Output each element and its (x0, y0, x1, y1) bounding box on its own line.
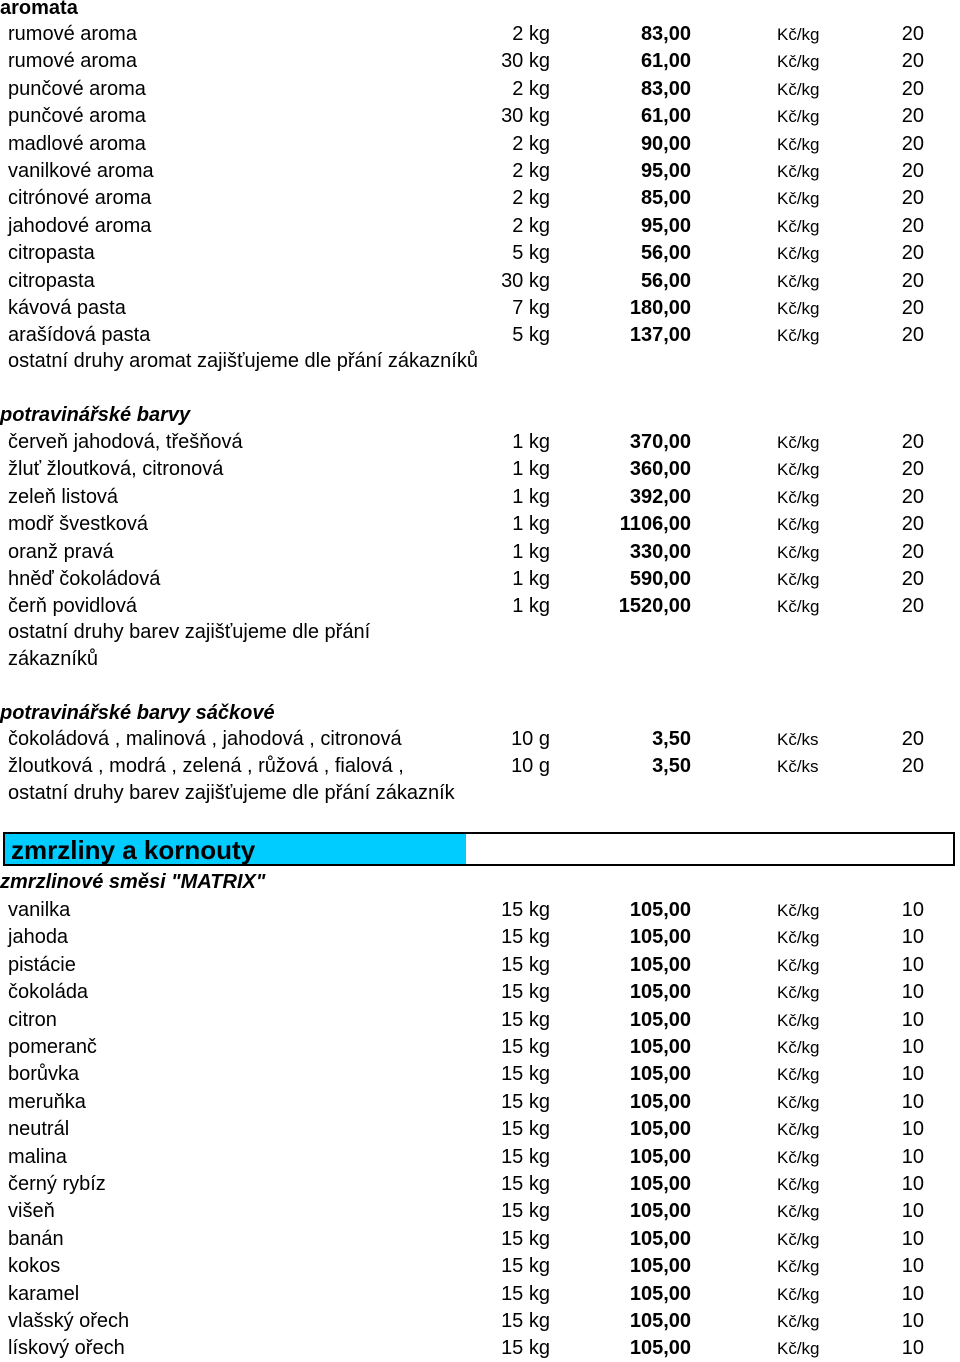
item-price: 105,00 (629, 953, 691, 976)
item-quantity: 1 kg (512, 431, 550, 453)
item-price: 105,00 (629, 1282, 691, 1305)
item-name: vlašský ořech (8, 1310, 130, 1332)
item-quantity: 2 kg (512, 77, 550, 100)
item-price: 392,00 (629, 485, 691, 508)
aromata-note: ostatní druhy aromat zajišťujeme dle přání zákazníků (8, 350, 478, 372)
item-price: 105,00 (629, 1036, 691, 1058)
item-price: 83,00 (640, 77, 691, 100)
item-vat: 10 (901, 1063, 924, 1086)
item-name: vanilka (8, 899, 71, 921)
table-row (0, 213, 960, 240)
item-vat: 10 (901, 1282, 924, 1305)
table-row (0, 1007, 960, 1034)
sackove-note: ostatní druhy barev zajišťujeme dle přání zákazník (8, 782, 455, 804)
item-name: lískový ořech (8, 1337, 125, 1360)
item-name: borůvka (8, 1063, 80, 1086)
item-price: 180,00 (629, 297, 691, 319)
item-quantity: 15 kg (501, 926, 550, 949)
item-unit: Kč/kg (777, 1038, 820, 1057)
table-row (0, 1116, 960, 1143)
item-price: 360,00 (629, 458, 691, 481)
item-price: 3,50 (652, 755, 691, 777)
item-price: 105,00 (629, 1255, 691, 1278)
item-quantity: 1 kg (512, 540, 550, 563)
item-vat: 10 (901, 1227, 924, 1250)
item-unit: Kč/kg (777, 1312, 820, 1331)
item-quantity: 10 g (511, 728, 550, 750)
item-unit: Kč/kg (777, 1092, 820, 1112)
item-name: neutrál (8, 1118, 70, 1141)
item-vat: 20 (901, 23, 924, 45)
item-unit: Kč/kg (777, 542, 820, 562)
table-row (0, 268, 960, 295)
item-price: 83,00 (640, 23, 691, 45)
item-price: 105,00 (629, 981, 691, 1004)
table-row (0, 1144, 960, 1171)
table-row (0, 1171, 960, 1198)
item-unit: Kč/kg (777, 299, 820, 318)
item-quantity: 15 kg (501, 1063, 550, 1086)
item-quantity: 1 kg (512, 485, 550, 508)
item-unit: Kč/kg (777, 901, 820, 920)
item-price: 85,00 (640, 187, 691, 210)
item-quantity: 5 kg (512, 324, 550, 347)
item-name: žluť žloutková, citronová (8, 458, 224, 481)
item-unit: Kč/kg (777, 1175, 820, 1194)
table-row (0, 566, 960, 593)
table-row (0, 76, 960, 103)
item-name: citropasta (8, 269, 95, 292)
item-quantity: 5 kg (512, 242, 550, 265)
item-unit: Kč/kg (777, 189, 820, 209)
table-row (0, 1226, 960, 1253)
item-price: 105,00 (629, 1090, 691, 1113)
item-name: rumové aroma (8, 23, 137, 45)
item-quantity: 15 kg (501, 1227, 550, 1250)
item-name: oranž pravá (8, 540, 114, 563)
item-price: 105,00 (629, 926, 691, 949)
item-name: zeleň listová (8, 485, 119, 508)
item-quantity: 15 kg (501, 953, 550, 976)
item-vat: 20 (901, 431, 924, 453)
item-price: 105,00 (629, 899, 691, 921)
table-row (0, 456, 960, 483)
table-row (0, 924, 960, 951)
item-unit: Kč/kg (777, 570, 820, 589)
item-name: čokoláda (8, 981, 89, 1004)
item-name: černý rybíz (8, 1173, 106, 1195)
item-vat: 20 (901, 540, 924, 563)
item-name: čerň povidlová (8, 595, 137, 618)
item-price: 105,00 (629, 1337, 691, 1360)
table-row (0, 753, 960, 780)
subsection-title-matrix: zmrzlinové směsi "MATRIX" (0, 871, 266, 893)
item-quantity: 15 kg (501, 981, 550, 1004)
item-unit: Kč/kg (777, 52, 820, 72)
item-vat: 20 (901, 132, 924, 155)
item-quantity: 30 kg (501, 105, 550, 128)
item-name: žloutková , modrá , zelená , růžová , fialová , (8, 755, 404, 777)
item-name: kokos (8, 1255, 61, 1278)
item-quantity: 1 kg (512, 513, 550, 536)
item-unit: Kč/kg (777, 326, 820, 346)
item-unit: Kč/kg (777, 1339, 820, 1359)
item-vat: 20 (901, 269, 924, 292)
table-row (0, 1253, 960, 1280)
item-price: 1520,00 (618, 595, 691, 618)
item-quantity: 2 kg (512, 214, 550, 237)
item-unit: Kč/kg (777, 1147, 820, 1167)
item-unit: Kč/kg (777, 515, 820, 535)
item-quantity: 15 kg (501, 1036, 550, 1058)
item-name: meruňka (8, 1090, 86, 1113)
item-unit: Kč/ks (777, 757, 819, 776)
item-vat: 10 (901, 899, 924, 921)
item-price: 1106,00 (619, 513, 691, 536)
item-vat: 10 (901, 1090, 924, 1113)
item-name: madlové aroma (8, 132, 146, 155)
item-price: 61,00 (640, 50, 691, 73)
item-unit: Kč/kg (777, 134, 820, 154)
item-name: jahodové aroma (8, 214, 152, 237)
item-price: 105,00 (629, 1173, 691, 1195)
section-title-zmrzliny: zmrzliny a kornouty (11, 835, 256, 865)
item-name: hněď čokoládová (8, 568, 161, 590)
table-row (0, 429, 960, 456)
item-vat: 10 (901, 1118, 924, 1141)
item-price: 330,00 (629, 540, 691, 563)
item-vat: 10 (901, 926, 924, 949)
item-unit: Kč/kg (777, 1229, 820, 1249)
item-vat: 10 (901, 1008, 924, 1031)
table-row (0, 511, 960, 538)
item-price: 56,00 (640, 269, 691, 292)
item-vat: 10 (901, 1255, 924, 1278)
item-price: 61,00 (640, 105, 691, 128)
item-quantity: 30 kg (501, 50, 550, 73)
item-price: 105,00 (629, 1227, 691, 1250)
item-quantity: 15 kg (501, 1118, 550, 1141)
item-vat: 20 (901, 324, 924, 347)
item-name: červeň jahodová, třešňová (8, 431, 243, 453)
item-vat: 20 (901, 458, 924, 481)
item-name: punčové aroma (8, 77, 146, 100)
table-row (0, 484, 960, 511)
item-vat: 20 (901, 50, 924, 73)
item-price: 90,00 (640, 132, 691, 155)
item-unit: Kč/kg (777, 1202, 820, 1222)
item-unit: Kč/kg (777, 107, 820, 127)
item-vat: 10 (901, 1145, 924, 1168)
table-row (0, 185, 960, 212)
item-quantity: 15 kg (501, 1282, 550, 1305)
item-price: 3,50 (652, 728, 691, 750)
item-vat: 20 (901, 242, 924, 265)
item-vat: 20 (901, 77, 924, 100)
table-row (0, 952, 960, 979)
item-vat: 10 (901, 1036, 924, 1058)
item-unit: Kč/kg (777, 1284, 820, 1304)
item-name: punčové aroma (8, 105, 146, 128)
item-unit: Kč/kg (777, 983, 820, 1003)
table-row (0, 1198, 960, 1225)
table-row (0, 322, 960, 349)
table-row (0, 48, 960, 75)
item-quantity: 10 g (511, 755, 550, 777)
item-quantity: 15 kg (501, 1337, 550, 1360)
item-name: kávová pasta (8, 297, 126, 319)
item-quantity: 15 kg (501, 1008, 550, 1031)
item-quantity: 30 kg (501, 269, 550, 292)
table-row (0, 131, 960, 158)
item-unit: Kč/kg (777, 25, 820, 44)
item-quantity: 7 kg (512, 297, 550, 319)
item-quantity: 15 kg (501, 899, 550, 921)
item-name: citropasta (8, 242, 95, 265)
item-vat: 10 (901, 1173, 924, 1195)
item-vat: 20 (901, 214, 924, 237)
table-row (0, 897, 960, 924)
table-row (0, 1308, 960, 1335)
item-vat: 20 (901, 568, 924, 590)
item-price: 137,00 (629, 324, 691, 347)
table-row (0, 539, 960, 566)
table-row (0, 1061, 960, 1088)
table-row (0, 593, 960, 620)
table-row (0, 295, 960, 322)
item-vat: 20 (901, 187, 924, 210)
item-price: 105,00 (629, 1063, 691, 1086)
item-name: višeň (8, 1200, 55, 1223)
table-row (0, 1281, 960, 1308)
item-quantity: 15 kg (501, 1255, 550, 1278)
item-quantity: 15 kg (501, 1145, 550, 1168)
item-unit: Kč/kg (777, 271, 820, 291)
section-title-barvy: potravinářské barvy (0, 404, 191, 426)
section-title-aromata: aromata (0, 0, 78, 19)
item-unit: Kč/kg (777, 597, 820, 617)
item-unit: Kč/kg (777, 1065, 820, 1085)
item-name: citrónové aroma (8, 187, 152, 210)
item-quantity: 2 kg (512, 23, 550, 45)
item-quantity: 15 kg (501, 1200, 550, 1223)
item-price: 105,00 (629, 1008, 691, 1031)
item-unit: Kč/kg (777, 79, 820, 99)
item-price: 590,00 (629, 568, 691, 590)
item-quantity: 2 kg (512, 132, 550, 155)
item-name: citron (8, 1008, 57, 1031)
barvy-note: ostatní druhy barev zajišťujeme dle přání zákazníků (8, 621, 371, 670)
item-vat: 10 (901, 953, 924, 976)
table-row (0, 240, 960, 267)
item-quantity: 1 kg (512, 568, 550, 590)
item-unit: Kč/kg (777, 1257, 820, 1277)
item-name: pomeranč (8, 1036, 97, 1058)
item-name: čokoládová , malinová , jahodová , citronová (8, 728, 402, 750)
item-unit: Kč/kg (777, 487, 820, 507)
item-quantity: 15 kg (501, 1173, 550, 1195)
item-price: 95,00 (640, 214, 691, 237)
item-vat: 10 (901, 981, 924, 1004)
item-unit: Kč/ks (777, 730, 819, 749)
table-row (0, 1089, 960, 1116)
table-row (0, 21, 960, 48)
item-unit: Kč/kg (777, 928, 820, 948)
item-vat: 10 (901, 1200, 924, 1223)
item-price: 95,00 (640, 160, 691, 182)
item-vat: 20 (901, 297, 924, 319)
item-unit: Kč/kg (777, 460, 820, 480)
item-vat: 20 (901, 105, 924, 128)
item-quantity: 1 kg (512, 595, 550, 618)
item-unit: Kč/kg (777, 1120, 820, 1140)
item-vat: 10 (901, 1310, 924, 1332)
item-name: jahoda (8, 926, 69, 949)
section-title-sackove: potravinářské barvy sáčkové (0, 702, 275, 724)
item-price: 56,00 (640, 242, 691, 265)
item-price: 105,00 (629, 1145, 691, 1168)
section-banner-zmrzliny (3, 832, 955, 866)
item-vat: 10 (901, 1337, 924, 1360)
item-name: pistácie (8, 953, 76, 976)
item-name: malina (8, 1145, 67, 1168)
table-row (0, 158, 960, 185)
item-name: vanilkové aroma (8, 160, 154, 182)
item-name: rumové aroma (8, 50, 137, 73)
item-vat: 20 (901, 485, 924, 508)
item-name: modř švestková (8, 513, 149, 536)
item-unit: Kč/kg (777, 433, 820, 452)
item-price: 105,00 (629, 1118, 691, 1141)
item-quantity: 2 kg (512, 187, 550, 210)
item-unit: Kč/kg (777, 162, 820, 181)
item-price: 105,00 (629, 1310, 691, 1332)
item-unit: Kč/kg (777, 216, 820, 236)
table-row (0, 103, 960, 130)
item-quantity: 15 kg (501, 1310, 550, 1332)
table-row (0, 726, 960, 753)
item-name: arašídová pasta (8, 324, 151, 347)
item-quantity: 15 kg (501, 1090, 550, 1113)
item-quantity: 2 kg (512, 160, 550, 182)
item-unit: Kč/kg (777, 1010, 820, 1030)
item-vat: 20 (901, 160, 924, 182)
item-price: 370,00 (629, 431, 691, 453)
item-price: 105,00 (629, 1200, 691, 1223)
item-vat: 20 (901, 755, 924, 777)
item-name: karamel (8, 1282, 80, 1305)
table-row (0, 1034, 960, 1061)
item-vat: 20 (901, 513, 924, 536)
item-name: banán (8, 1227, 64, 1250)
table-row (0, 1335, 960, 1362)
item-vat: 20 (901, 595, 924, 618)
item-unit: Kč/kg (777, 244, 820, 264)
item-unit: Kč/kg (777, 955, 820, 975)
item-vat: 20 (901, 728, 924, 750)
item-quantity: 1 kg (512, 458, 550, 481)
table-row (0, 979, 960, 1006)
